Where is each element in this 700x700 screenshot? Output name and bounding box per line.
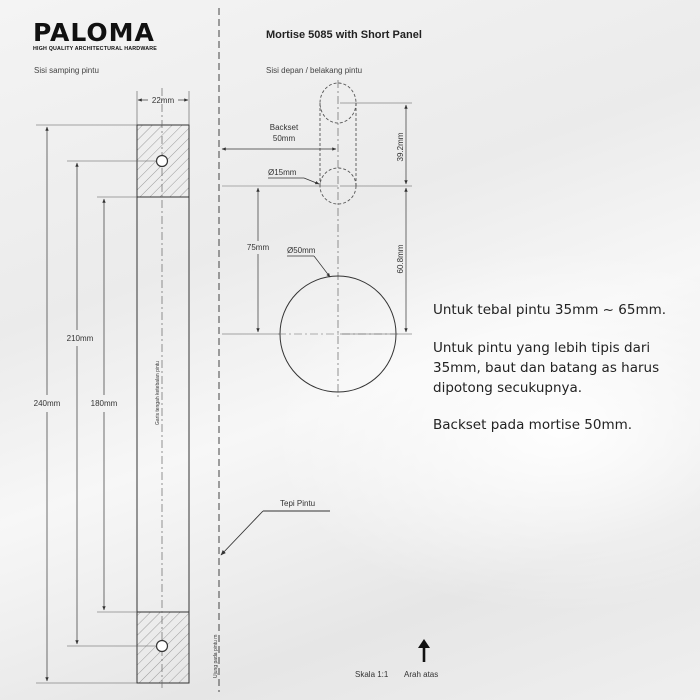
front-view xyxy=(222,80,398,398)
dim-large-hole xyxy=(287,246,330,277)
thickness-label: 22mm xyxy=(151,96,175,105)
top-screw-hole xyxy=(157,156,168,167)
up-arrow-icon xyxy=(418,639,430,662)
note-backset: Backset pada mortise 50mm. xyxy=(433,417,633,433)
dim-vertical-offset xyxy=(222,188,280,334)
overall-height-label: 240mm xyxy=(33,399,61,408)
backset-label: Backset xyxy=(269,123,299,132)
side-view-caption: Sisi samping pintu xyxy=(34,66,99,75)
dim-overall-height xyxy=(34,125,137,683)
large-hole-label: Ø50mm xyxy=(287,246,316,255)
dim-thickness xyxy=(137,91,189,125)
door-edge-label: Tepi Pintu xyxy=(280,499,316,508)
side-panel xyxy=(137,88,189,690)
dim-backset xyxy=(222,123,336,149)
hole-spacing-inner-label: 180mm xyxy=(90,399,118,408)
direction-label: Arah atas xyxy=(404,670,439,679)
note-thickness: Untuk tebal pintu 35mm ~ 65mm. xyxy=(433,302,667,318)
scale-label: Skala 1:1 xyxy=(355,670,389,679)
dim-right-spacing xyxy=(340,103,412,334)
door-edge-callout xyxy=(221,499,330,555)
backset-value: 50mm xyxy=(272,134,296,143)
upper-spacing-label: 39.2mm xyxy=(396,132,405,162)
hole-spacing-outer-label: 210mm xyxy=(66,334,94,343)
bottom-screw-hole xyxy=(157,641,168,652)
dim-hole-spacing-inner xyxy=(91,197,137,612)
dim-small-hole xyxy=(268,168,319,184)
edge-side-label: Ujung pada pintu m xyxy=(213,634,219,678)
note-thin-door: Untuk pintu yang lebih tipis dari 35mm, baut dan batang as harus dipotong secukupnya. xyxy=(433,340,660,396)
small-hole-label: Ø15mm xyxy=(268,168,297,177)
centerline-label: Garis tengah ketebalan pintu xyxy=(155,361,161,425)
vertical-offset-label: 75mm xyxy=(246,243,270,252)
front-view-caption: Sisi depan / belakang pintu xyxy=(266,66,363,75)
lower-spacing-label: 60.8mm xyxy=(396,244,405,274)
brand-name: PALOMA xyxy=(33,18,155,47)
page-title: Mortise 5085 with Short Panel xyxy=(266,29,422,41)
brand-tagline: HIGH QUALITY ARCHITECTURAL HARDWARE xyxy=(33,46,158,52)
